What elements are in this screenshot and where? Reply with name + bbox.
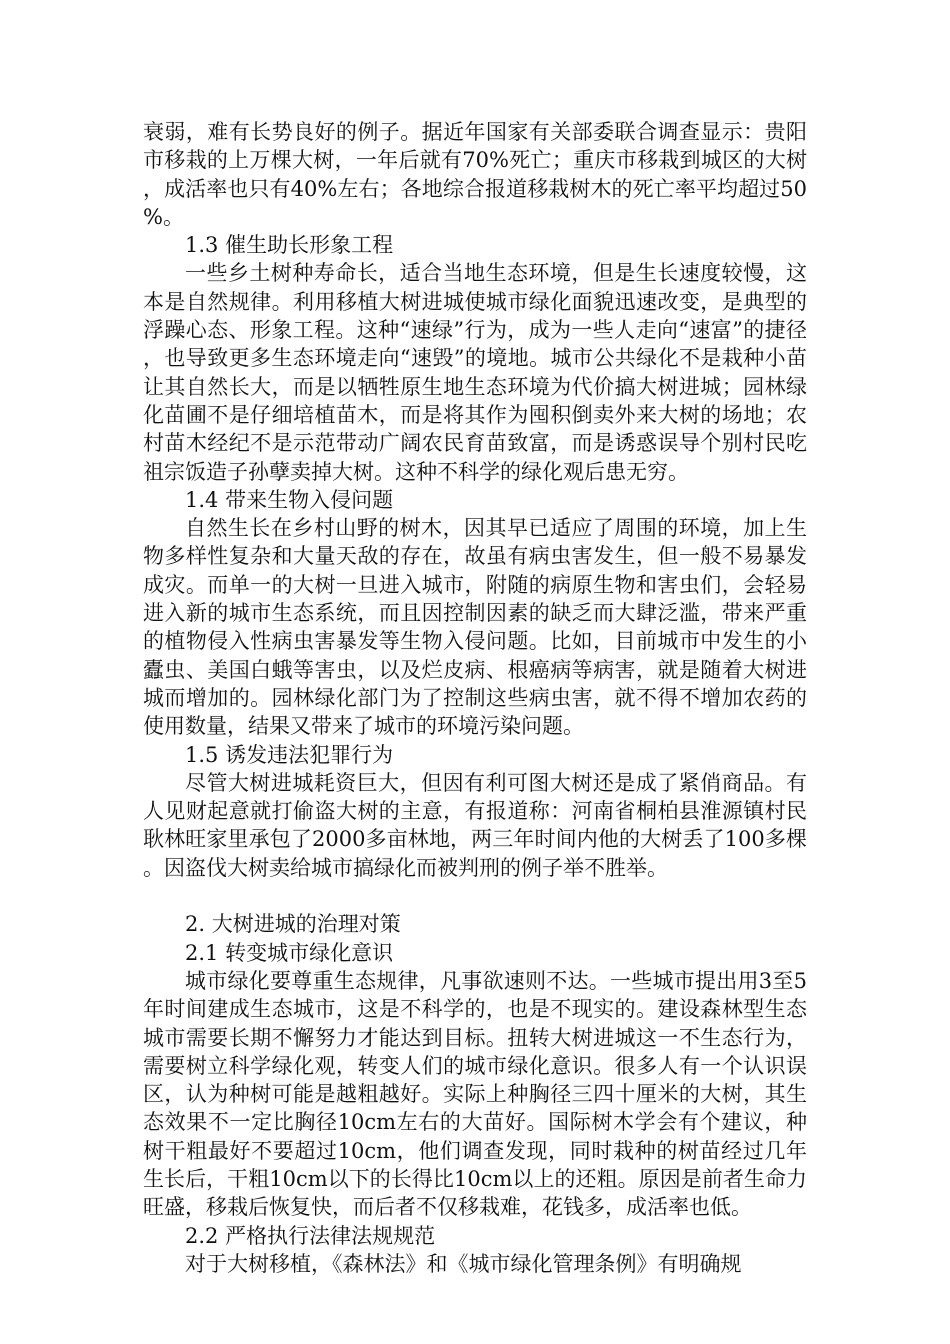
document-page xyxy=(143,118,807,1278)
section-heading: 1.5 诱发违法犯罪行为 xyxy=(185,742,394,767)
blank-line xyxy=(143,882,807,910)
section-heading: 2. 大树进城的治理对策 xyxy=(185,912,401,937)
section-heading: 2.1 转变城市绿化意识 xyxy=(185,940,394,965)
section-heading: 2.2 严格执行法律法规规范 xyxy=(185,1223,436,1248)
body-paragraph: 一些乡土树种寿命长，适合当地生态环境，但是生长速度较慢，这本是自然规律。利用移植大树进城使城市绿化面貌迅速改变，是典型的浮躁心态、形象工程。这种“速绿”行为，成为一些人走向“速富”的捷径，也导致更多生态环境走向“速毁”的境地。城市公共绿化不是栽种小苗让其自然长大，而是以牺牲原生地生态环境为代价搞大树进城；园林绿化苗圃不是仔细培植苗木，而是将其作为囤积倒卖外来大树的场地；农村苗木经纪不是示范带动广阔农民育苗致富，而是诱惑误导个别村民吃祖宗饭造子孙孽卖掉大树。这种不科学的绿化观后患无穷。 xyxy=(143,261,807,484)
body-paragraph: 衰弱，难有长势良好的例子。据近年国家有关部委联合调查显示：贵阳市移栽的上万棵大树，一年后就有70%死亡；重庆市移栽到城区的大树，成活率也只有40%左右；各地综合报道移栽树木的死亡率平均超过50%。 xyxy=(143,120,807,229)
body-paragraph: 自然生长在乡村山野的树木，因其早已适应了周围的环境，加上生物多样性复杂和大量天敌的存在，故虽有病虫害发生，但一般不易暴发成灾。而单一的大树一旦进入城市，附随的病原生物和害虫们，会轻易进入新的城市生态系统，而且因控制因素的缺乏而大肆泛滥，带来严重的植物侵入性病虫害暴发等生物入侵问题。比如，目前城市中发生的小蠹虫、美国白蛾等害虫，以及烂皮病、根癌病等病害，就是随着大树进城而增加的。园林绿化部门为了控制这些病虫害，就不得不增加农药的使用数量，结果又带来了城市的环境污染问题。 xyxy=(143,516,807,739)
body-paragraph: 城市绿化要尊重生态规律，凡事欲速则不达。一些城市提出用3至5年时间建成生态城市，这是不科学的，也是不现实的。建设森林型生态城市需要长期不懈努力才能达到目标。扭转大树进城这一不生态行为，需要树立科学绿化观，转变人们的城市绿化意识。很多人有一个认识误区，认为种树可能是越粗越好。实际上种胸径三四十厘米的大树，其生态效果不一定比胸径10cm左右的大苗好。国际树木学会有个建议，种树干粗最好不要超过10cm，他们调查发现，同时栽种的树苗经过几年生长后，干粗10cm以下的长得比10cm以上的还粗。原因是前者生命力旺盛，移栽后恢复快，而后者不仅移栽难，花钱多，成活率也低。 xyxy=(143,968,807,1220)
section-heading: 1.3 催生助长形象工程 xyxy=(185,233,394,258)
body-paragraph: 尽管大树进城耗资巨大，但因有利可图大树还是成了紧俏商品。有人见财起意就打偷盗大树的主意，有报道称：河南省桐柏县淮源镇村民耿林旺家里承包了2000多亩林地，两三年时间内他的大树丢了100多棵。因盗伐大树卖给城市搞绿化而被判刑的例子举不胜举。 xyxy=(143,770,807,880)
body-paragraph: 对于大树移植，《森林法》和《城市绿化管理条例》有明确规 xyxy=(185,1251,742,1276)
section-heading: 1.4 带来生物入侵问题 xyxy=(185,487,394,512)
